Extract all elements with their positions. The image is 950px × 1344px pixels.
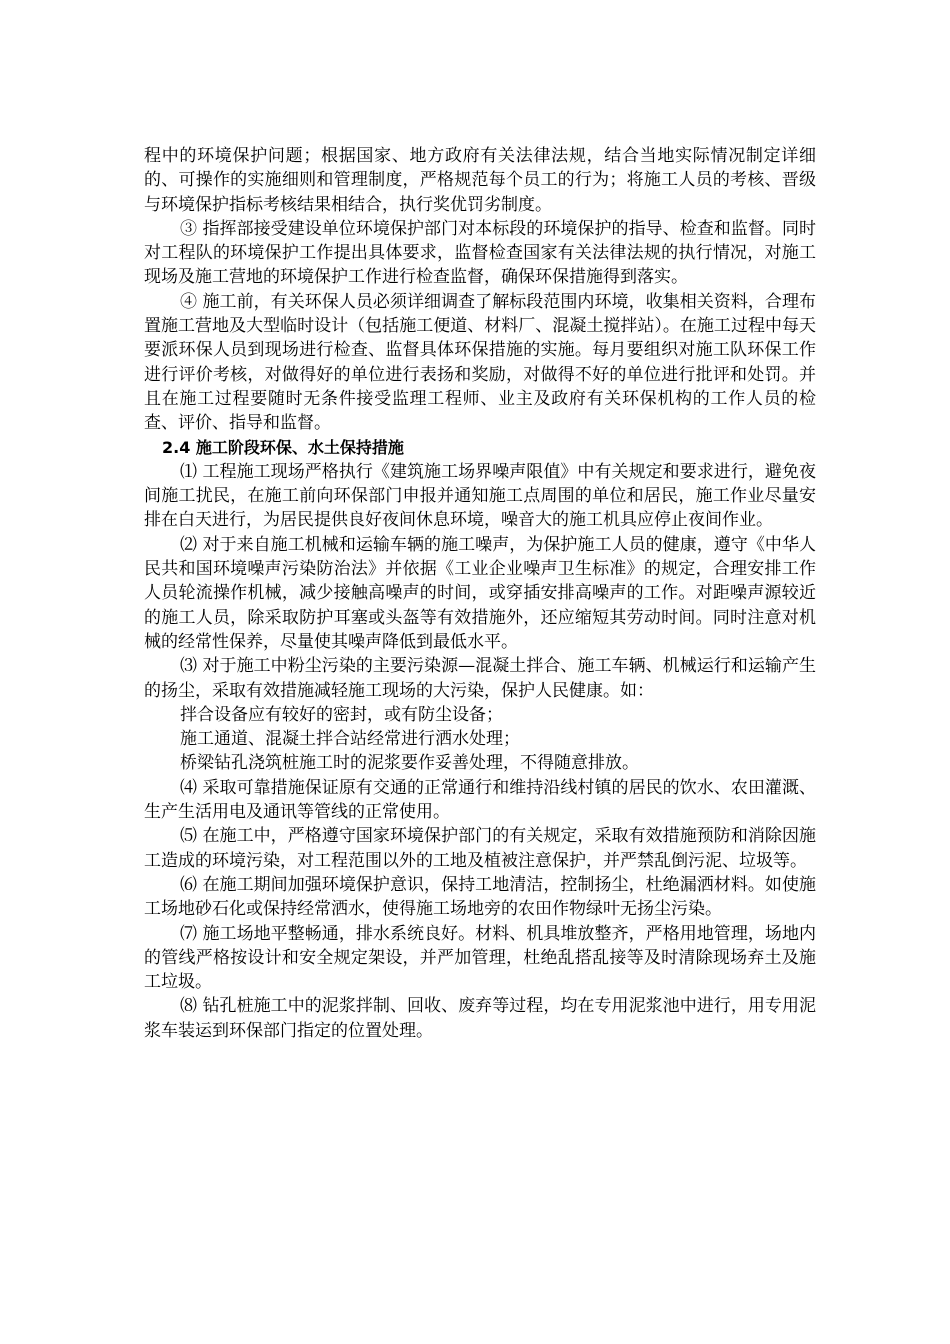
sub-item: 桥梁钻孔浇筑桩施工时的泥浆要作妥善处理，不得随意排放。 xyxy=(180,753,639,774)
measure-6: ⑹ 在施工期间加强环境保护意识，保持工地清洁，控制扬尘，杜绝漏洒材料。如使施工场地砂石化或保持经常洒水，使得施工场地旁的农田作物绿叶无扬尘污染。 xyxy=(144,874,816,920)
measure-1: ⑴ 工程施工现场严格执行《建筑施工场界噪声限值》中有关规定和要求进行，避免夜间施工扰民，在施工前向环保部门申报并通知施工点周围的单位和居民，施工作业尽量安排在白天进行，为居民提供良好夜间休息环境，噪音大的施工机具应停止夜间作业。 xyxy=(144,461,816,531)
paragraph-continued: 程中的环境保护问题；根据国家、地方政府有关法律法规，结合当地实际情况制定详细的、可操作的实施细则和管理制度，严格规范每个员工的行为；将施工人员的考核、晋级与环境保护指标考核结果相结合，执行奖优罚劣制度。 xyxy=(144,146,816,215)
sub-item: 施工通道、混凝土拌合站经常进行洒水处理； xyxy=(180,729,520,750)
sub-item: 拌合设备应有较好的密封，或有防尘设备； xyxy=(180,704,503,725)
paragraph-item-3: ③ 指挥部接受建设单位环境保护部门对本标段的环境保护的指导、检查和监督。同时对工程队的环境保护工作提出具体要求，监督检查国家有关法律法规的执行情况，对施工现场及施工营地的环境保护工作进行检查监督，确保环保措施得到落实。 xyxy=(144,218,816,288)
measure-2: ⑵ 对于来自施工机械和运输车辆的施工噪声，为保护施工人员的健康，遵守《中华人民共和国环境噪声污染防治法》并依据《工业企业噪声卫生标准》的规定，合理安排工作人员轮流操作机械，减少接触高噪声的时间，或穿插安排高噪声的工作。对距噪声源较近的施工人员，除采取防护耳塞或头盔等有效措施外，还应缩短其劳动时间。同时注意对机械的经常性保养，尽量使其噪声降低到最低水平。 xyxy=(144,534,816,652)
measure-8: ⑻ 钻孔桩施工中的泥浆拌制、回收、废弃等过程，均在专用泥浆池中进行，用专用泥浆车装运到环保部门指定的位置处理。 xyxy=(144,996,816,1041)
measure-4: ⑷ 采取可靠措施保证原有交通的正常通行和维持沿线村镇的居民的饮水、农田灌溉、生产生活用电及通讯等管线的正常使用。 xyxy=(144,777,816,823)
measure-5: ⑸ 在施工中，严格遵守国家环境保护部门的有关规定，采取有效措施预防和消除因施工造成的环境污染，对工程范围以外的工地及植被注意保护，并严禁乱倒污泥、垃圾等。 xyxy=(144,826,816,871)
document-page xyxy=(144,144,816,1043)
measure-3: ⑶ 对于施工中粉尘污染的主要污染源—混凝土拌合、施工车辆、机械运行和运输产生的扬尘，采取有效措施减轻施工现场的大污染，保护人民健康。如： xyxy=(144,656,816,701)
measure-7: ⑺ 施工场地平整畅通，排水系统良好。材料、机具堆放整齐，严格用地管理，场地内的管线严格按设计和安全规定架设，并严加管理，杜绝乱搭乱接等及时清除现场弃土及施工垃圾。 xyxy=(144,923,816,993)
section-heading: 2.4 施工阶段环保、水土保持措施 xyxy=(162,437,404,457)
paragraph-item-4: ④ 施工前，有关环保人员必须详细调查了解标段范围内环境，收集相关资料，合理布置施工营地及大型临时设计（包括施工便道、材料厂、混凝土搅拌站）。在施工过程中每天要派环保人员到现场进行检查、监督具体环保措施的实施。每月要组织对施工队环保工作进行评价考核，对做得好的单位进行表扬和奖励，对做得不好的单位进行批评和处罚。并且在施工过程要随时无条件接受监理工程师、业主及政府有关环保机构的工作人员的检查、评价、指导和监督。 xyxy=(144,291,816,434)
